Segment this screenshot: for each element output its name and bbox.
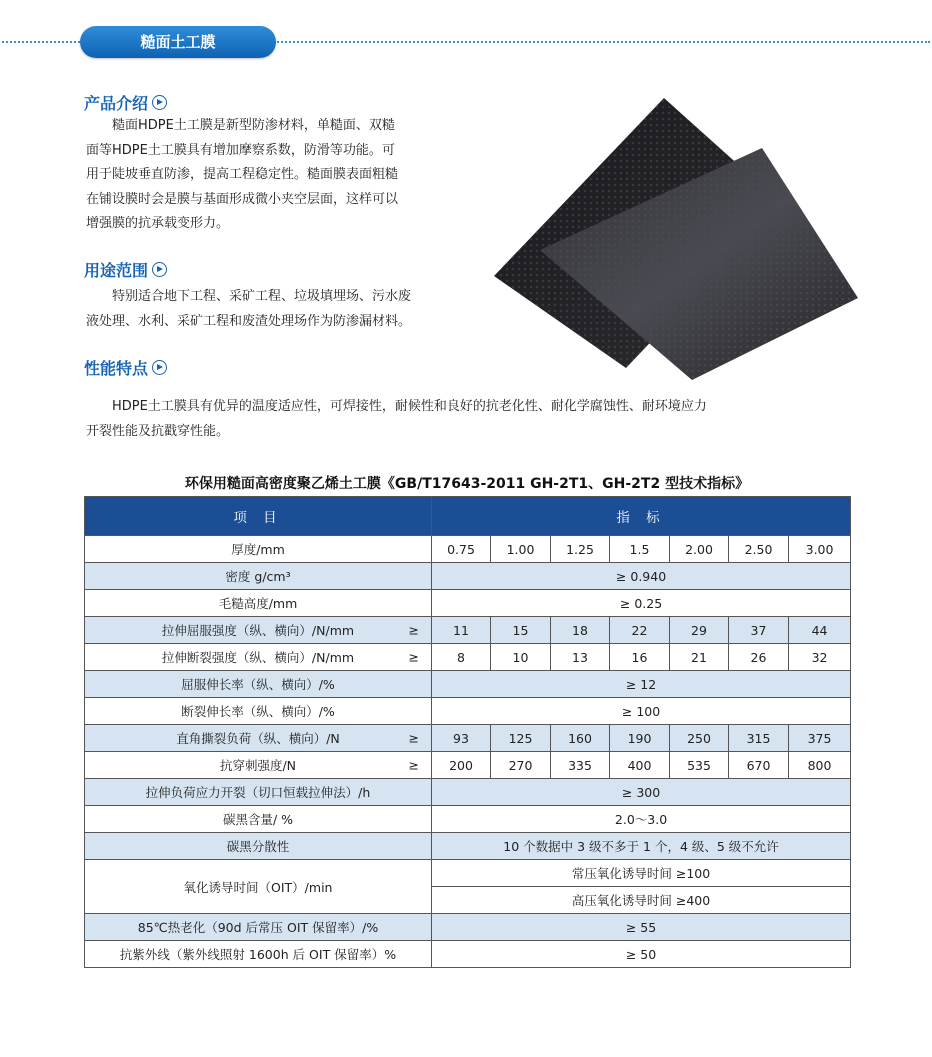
- table-row: [85, 563, 851, 590]
- table-row: [85, 698, 851, 725]
- row-label: 密度 g/cm³: [85, 563, 432, 590]
- cell: 16: [610, 644, 670, 671]
- row-label: 碳黑含量/ %: [85, 806, 432, 833]
- row-label: 氧化诱导时间（OIT）/min: [85, 860, 432, 914]
- chevron-right-icon: [152, 360, 167, 375]
- table-row: [85, 914, 851, 941]
- cell: 400: [610, 752, 670, 779]
- section-title-intro-label: 产品介绍: [84, 94, 149, 113]
- header-item: 项 目: [85, 497, 432, 536]
- cell: 535: [670, 752, 729, 779]
- table-row: [85, 617, 851, 644]
- ge-symbol: ≥: [408, 730, 419, 746]
- text-line: 用于陡坡垂直防渗，提高工程稳定性。糙面膜表面粗糙: [86, 167, 399, 182]
- features-paragraph: [86, 395, 707, 444]
- cell: 1.00: [491, 536, 551, 563]
- cell: ≥ 50: [432, 941, 851, 968]
- cell: ≥ 100: [432, 698, 851, 725]
- usage-paragraph: [86, 285, 411, 334]
- cell: 270: [491, 752, 551, 779]
- cell: 44: [789, 617, 851, 644]
- cell: 高压氧化诱导时间 ≥400: [432, 887, 851, 914]
- table-row: [85, 590, 851, 617]
- row-label-cell: [85, 644, 432, 671]
- table-title: 环保用糙面高密度聚乙烯土工膜《GB/T17643-2011 GH-2T1、GH-2T2 型技术指标》: [184, 476, 750, 492]
- row-label-cell: [85, 725, 432, 752]
- cell: 13: [551, 644, 610, 671]
- chevron-right-icon: [152, 95, 167, 110]
- row-label: 拉伸断裂强度（纵、横向）/N/mm: [161, 650, 355, 665]
- section-title-intro: [84, 91, 167, 114]
- cell: 335: [551, 752, 610, 779]
- row-label: 断裂伸长率（纵、横向）/%: [85, 698, 432, 725]
- ge-symbol: ≥: [408, 757, 419, 773]
- table-header-row: [85, 497, 851, 536]
- intro-paragraph: [86, 114, 398, 237]
- cell: 15: [491, 617, 551, 644]
- row-label-cell: [85, 617, 432, 644]
- cell: 2.0～3.0: [432, 806, 851, 833]
- text-line: 糙面HDPE土工膜是新型防渗材料，单糙面、双糙: [112, 118, 395, 133]
- row-label: 毛糙高度/mm: [85, 590, 432, 617]
- cell: 2.00: [670, 536, 729, 563]
- header-value: 指 标: [432, 497, 851, 536]
- cell: 11: [432, 617, 491, 644]
- row-label: 85℃热老化（90d 后常压 OIT 保留率）/%: [85, 914, 432, 941]
- table-row: [85, 644, 851, 671]
- cell: 10: [491, 644, 551, 671]
- text-line: 在铺设膜时会是膜与基面形成微小夹空层面，这样可以: [86, 191, 399, 207]
- cell: ≥ 0.25: [432, 590, 851, 617]
- cell: 670: [729, 752, 789, 779]
- header-divider-left: [2, 41, 84, 43]
- cell: 800: [789, 752, 851, 779]
- table-row: [85, 671, 851, 698]
- table-row: [85, 860, 851, 887]
- cell: 125: [491, 725, 551, 752]
- cell: ≥ 55: [432, 914, 851, 941]
- cell: 190: [610, 725, 670, 752]
- cell: 2.50: [729, 536, 789, 563]
- cell: ≥ 0.940: [432, 563, 851, 590]
- ge-symbol: ≥: [408, 622, 419, 638]
- cell: 22: [610, 617, 670, 644]
- product-photo: [480, 98, 858, 380]
- cell: 26: [729, 644, 789, 671]
- cell: 1.25: [551, 536, 610, 563]
- row-label: 拉伸负荷应力开裂（切口恒载拉伸法）/h: [85, 779, 432, 806]
- table-row: [85, 779, 851, 806]
- table-row: [85, 806, 851, 833]
- cell: 10 个数据中 3 级不多于 1 个，4 级、5 级不允许: [432, 833, 851, 860]
- text-line: HDPE土工膜具有优异的温度适应性，可焊接性，耐候性和良好的抗老化性、耐化学腐蚀性、耐环境应力: [112, 399, 707, 414]
- table-row: [85, 833, 851, 860]
- chevron-right-icon: [152, 262, 167, 277]
- page-title: 糙面土工膜: [80, 26, 276, 58]
- cell: 1.5: [610, 536, 670, 563]
- row-label: 屈服伸长率（纵、横向）/%: [85, 671, 432, 698]
- section-title-usage-label: 用途范围: [84, 261, 149, 280]
- cell: 32: [789, 644, 851, 671]
- row-label: 抗紫外线（紫外线照射 1600h 后 OIT 保留率）%: [85, 941, 432, 968]
- cell: ≥ 12: [432, 671, 851, 698]
- header-divider-right: [274, 41, 930, 43]
- table-row: [85, 752, 851, 779]
- cell: 8: [432, 644, 491, 671]
- cell: 315: [729, 725, 789, 752]
- row-label: 拉伸屈服强度（纵、横向）/N/mm: [161, 623, 355, 638]
- text-line: 特别适合地下工程、采矿工程、垃圾填埋场、污水废: [112, 289, 412, 304]
- row-label: 碳黑分散性: [85, 833, 432, 860]
- row-label: 抗穿刺强度/N: [219, 758, 297, 773]
- section-title-usage: [84, 258, 167, 281]
- cell: 37: [729, 617, 789, 644]
- cell: 3.00: [789, 536, 851, 563]
- text-line: 液处理、水利、采矿工程和废渣处理场作为防渗漏材料。: [86, 313, 412, 329]
- section-title-features-label: 性能特点: [84, 359, 149, 378]
- cell: 93: [432, 725, 491, 752]
- cell: 29: [670, 617, 729, 644]
- cell: ≥ 300: [432, 779, 851, 806]
- cell: 200: [432, 752, 491, 779]
- section-title-features: [84, 356, 167, 379]
- cell: 常压氧化诱导时间 ≥100: [432, 860, 851, 887]
- cell: 0.75: [432, 536, 491, 563]
- table-row: [85, 941, 851, 968]
- table-row: [85, 725, 851, 752]
- text-line: 开裂性能及抗戳穿性能。: [86, 423, 230, 439]
- cell: 375: [789, 725, 851, 752]
- text-line: 面等HDPE土工膜具有增加摩察系数，防滑等功能。可: [86, 142, 395, 158]
- cell: 250: [670, 725, 729, 752]
- text-line: 增强膜的抗承载变形力。: [86, 216, 230, 231]
- cell: 160: [551, 725, 610, 752]
- cell: 21: [670, 644, 729, 671]
- row-label-cell: [85, 752, 432, 779]
- cell: 18: [551, 617, 610, 644]
- row-label: 直角撕裂负荷（纵、横向）/N: [176, 731, 340, 746]
- table-row: [85, 536, 851, 563]
- spec-table: [84, 496, 851, 968]
- row-label: 厚度/mm: [85, 536, 432, 563]
- ge-symbol: ≥: [408, 649, 419, 665]
